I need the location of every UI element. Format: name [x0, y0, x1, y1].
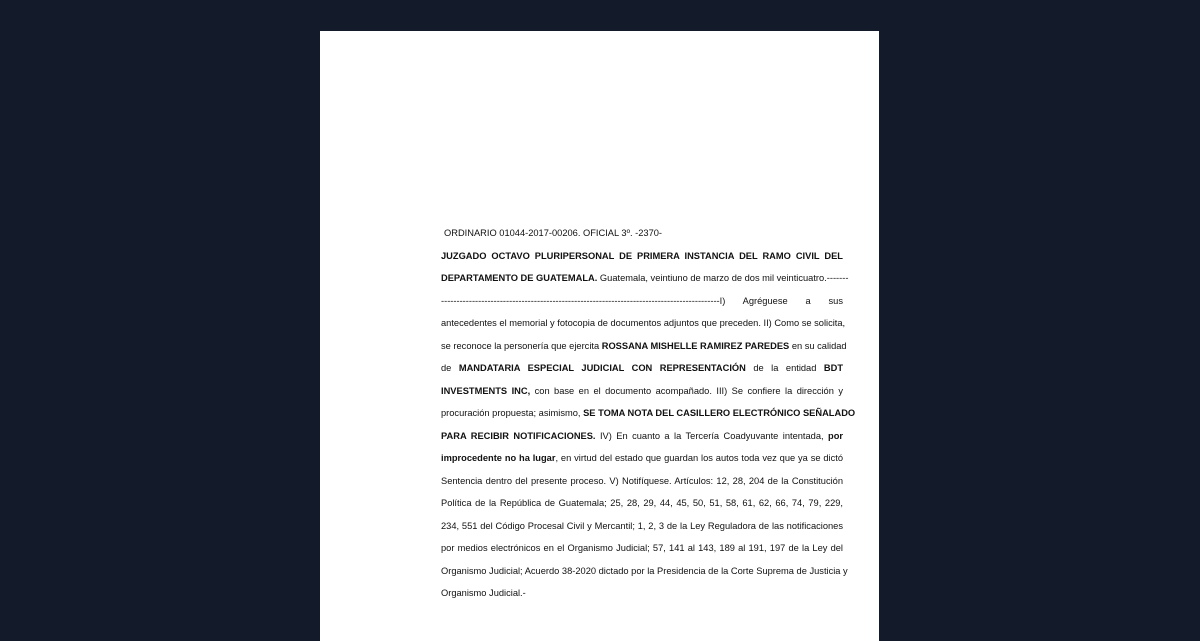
text-line: Sentencia dentro del presente proceso. V) Notifíquese. Artículos: 12, 28, 204 de la Constitución — [441, 475, 843, 486]
text-line: Política de la República de Guatemala; 25, 28, 29, 44, 45, 50, 51, 58, 61, 62, 66, 74, 79, 229, — [441, 498, 843, 508]
document-body — [441, 227, 856, 610]
mandate-type: MANDATARIA ESPECIAL JUDICIAL CON REPRESENTACIÓN — [458, 363, 746, 373]
text-line: PARA RECIBIR NOTIFICACIONES. IV) En cuanto a la Tercería Coadyuvante intentada, por — [441, 430, 844, 441]
text-line: ------------------------------------------------------------------------------------------I) Agréguese a sus — [441, 295, 843, 306]
document-page — [320, 31, 879, 641]
department-name: DEPARTAMENTO DE GUATEMALA. — [441, 273, 598, 283]
text-line: se reconoce la personería que ejercita ROSSANA MISHELLE RAMIREZ PAREDES en su calidad — [441, 340, 847, 351]
text-line — [441, 250, 843, 273]
representative-name: ROSSANA MISHELLE RAMIREZ PAREDES — [601, 340, 790, 351]
text-line: improcedente no ha lugar, en virtud del estado que guardan los autos toda vez que ya se dictó — [441, 453, 843, 463]
text-line — [441, 272, 849, 295]
date-text: Guatemala, veintiuno de marzo de dos mil veinticuatro.------- — [597, 273, 849, 283]
text-line: por medios electrónicos en el Organismo Judicial; 57, 141 al 143, 189 al 191, 197 de la Ley del — [441, 543, 843, 553]
text-line: antecedentes el memorial y fotocopia de documentos adjuntos que preceden. II) Como se solicita, — [441, 318, 846, 328]
court-name: JUZGADO OCTAVO PLURIPERSONAL DE PRIMERA INSTANCIA DEL RAMO CIVIL DEL — [441, 250, 843, 261]
text-line: Organismo Judicial; Acuerdo 38-2020 dictado por la Presidencia de la Corte Suprema de Justicia y — [441, 565, 848, 576]
text-line: de MANDATARIA ESPECIAL JUDICIAL CON REPRESENTACIÓN de la entidad BDT — [441, 363, 843, 373]
text-line: INVESTMENTS INC, con base en el documento acompañado. III) Se confiere la dirección y — [441, 385, 843, 396]
case-header: ORDINARIO 01044-2017-00206. OFICIAL 3º. -2370- — [444, 228, 663, 238]
text-line: 234, 551 del Código Procesal Civil y Mercantil; 1, 2, 3 de la Ley Reguladora de las notificaciones — [441, 520, 843, 531]
text-line: Organismo Judicial.- — [441, 588, 526, 598]
text-line: procuración propuesta; asimismo, SE TOMA NOTA DEL CASILLERO ELECTRÓNICO SEÑALADO — [441, 408, 856, 418]
entity-name: INVESTMENTS INC, — [441, 385, 531, 396]
